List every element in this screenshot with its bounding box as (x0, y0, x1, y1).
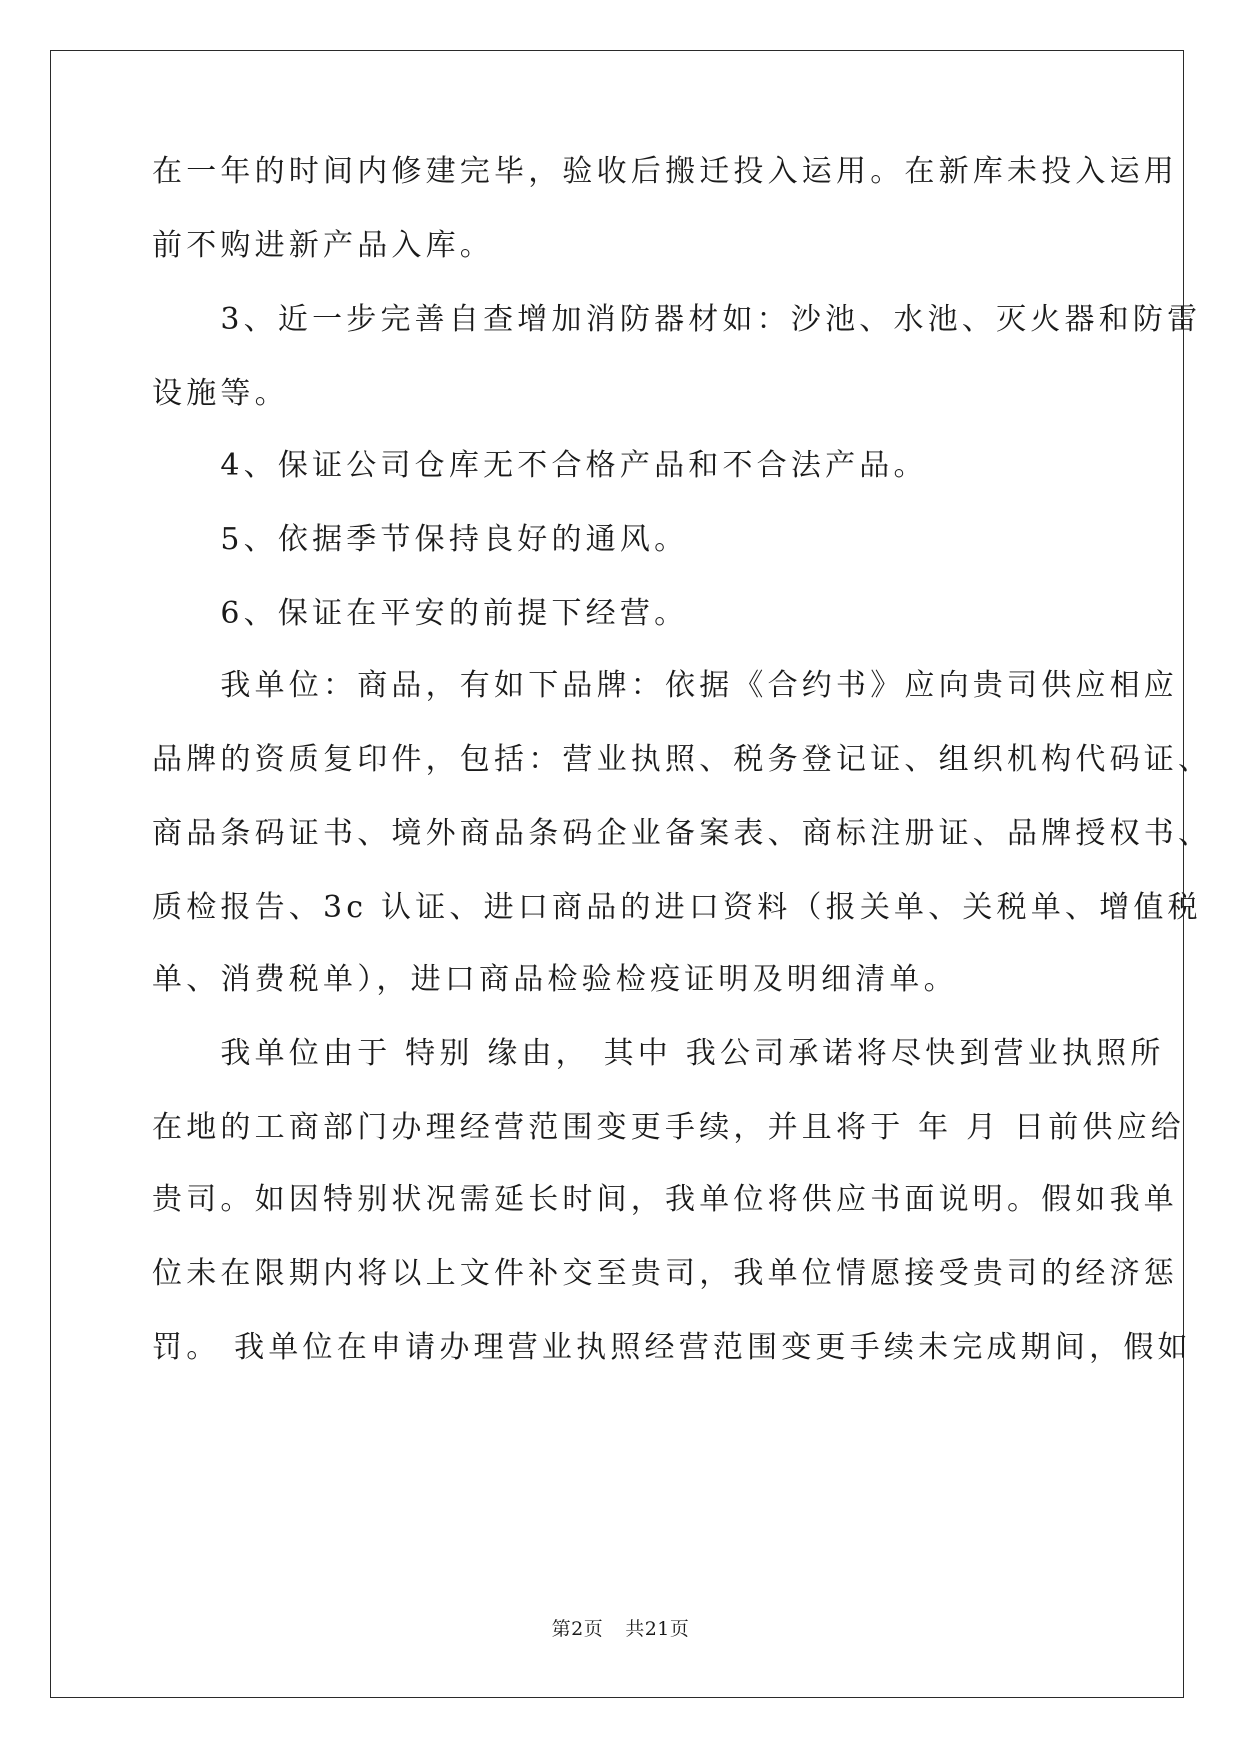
text-line: 设施等。 (152, 376, 289, 411)
text-line: 5、依据季节保持良好的通风。 (152, 522, 689, 557)
page-border (50, 50, 1213, 1698)
text-line: 6、保证在平安的前提下经营。 (152, 596, 689, 631)
text-line: 罚。 我单位在申请办理营业执照经营范围变更手续未完成期间，假如 (152, 1330, 1192, 1365)
text-line: 前不购进新产品入库。 (152, 228, 494, 263)
text-line: 位未在限期内将以上文件补交至贵司，我单位情愿接受贵司的经济惩 (152, 1256, 1178, 1291)
text-line: 我单位由于 特别 缘由， 其中 我公司承诺将尽快到营业执照所 (152, 1036, 1165, 1071)
text-line: 3、近一步完善自查增加消防器材如：沙池、水池、灭火器和防雷 (152, 302, 1202, 337)
page-number: 第2页 (551, 1618, 604, 1640)
text-line: 我单位：商品，有如下品牌：依据《合约书》应向贵司供应相应 (152, 668, 1178, 703)
text-line: 商品条码证书、境外商品条码企业备案表、商标注册证、品牌授权书、 (152, 816, 1213, 851)
text-line: 在地的工商部门办理经营范围变更手续，并且将于 年 月 日前供应给 (152, 1110, 1186, 1145)
text-line: 品牌的资质复印件，包括：营业执照、税务登记证、组织机构代码证、 (152, 742, 1213, 777)
text-line: 单、消费税单），进口商品检验检疫证明及明细清单。 (152, 962, 958, 997)
text-line: 贵司。如因特别状况需延长时间，我单位将供应书面说明。假如我单 (152, 1182, 1178, 1217)
text-line: 在一年的时间内修建完毕，验收后搬迁投入运用。在新库未投入运用 (152, 154, 1178, 189)
page-total: 共21页 (625, 1618, 690, 1640)
text-line: 质检报告、3c 认证、进口商品的进口资料（报关单、关税单、增值税 (152, 890, 1202, 925)
page-footer (0, 1614, 1241, 1641)
text-line: 4、保证公司仓库无不合格产品和不合法产品。 (152, 448, 928, 483)
